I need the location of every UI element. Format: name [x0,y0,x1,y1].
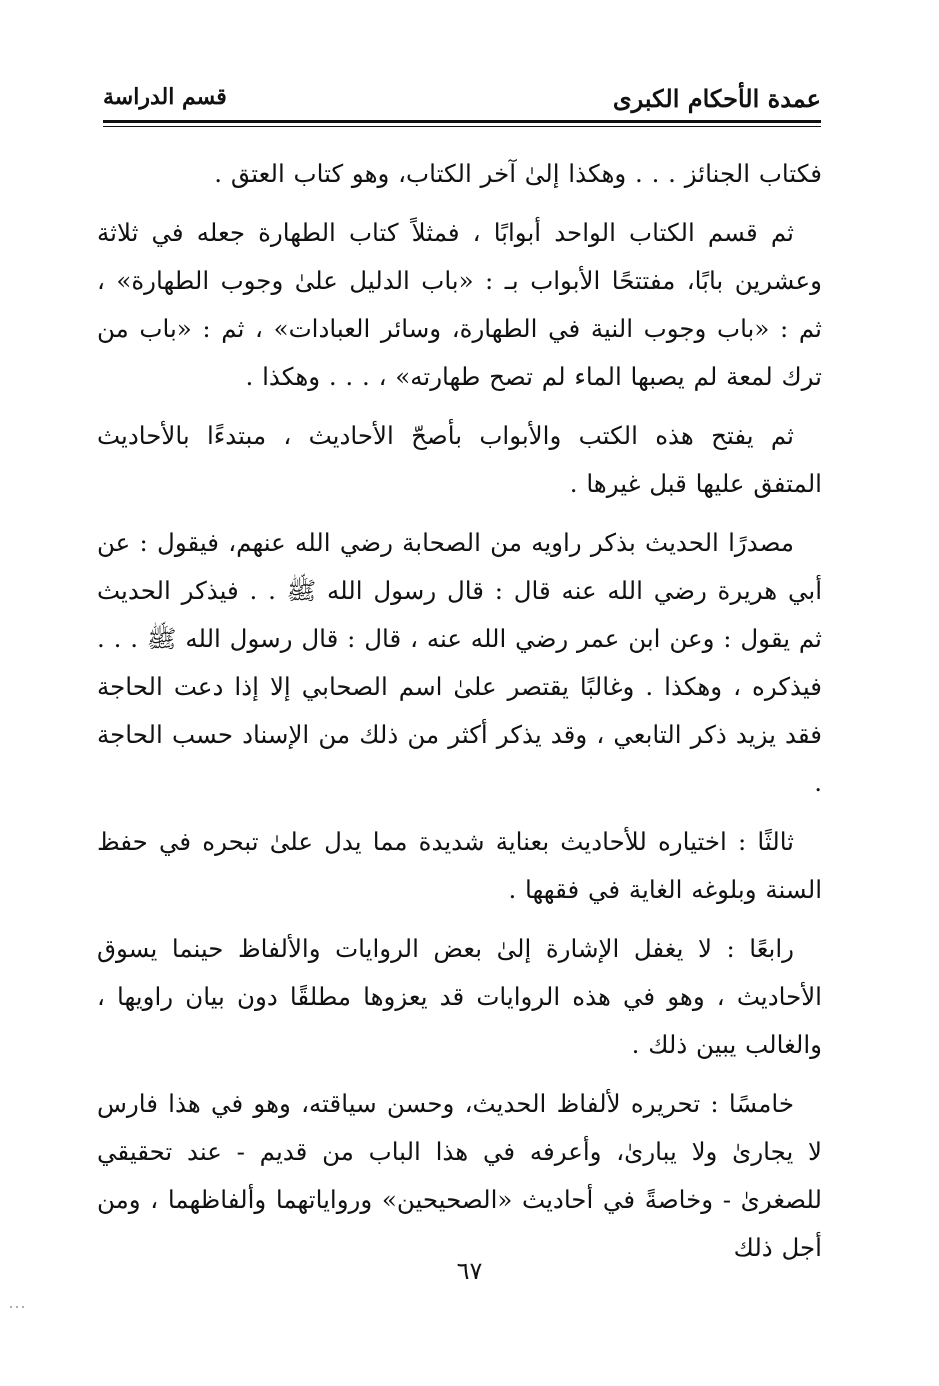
paragraph-fourth-point: رابعًا : لا يغفل الإشارة إلىٰ بعض الروايات والألفاظ حينما يسوق الأحاديث ، وهو في هذه الروايات قد يعزوها مطلقًا دون بيان راويها ، والغالب يبين ذلك . [97,934,822,1059]
paragraph-continuation: فكتاب الجنائز . . . وهكذا إلىٰ آخر الكتاب، وهو كتاب العتق . [214,159,822,188]
page-number: ٦٧ [456,1257,483,1285]
header-rule-thin [103,126,821,127]
section-title: قسم الدراسة [103,84,227,110]
running-header [103,80,821,116]
paragraph-chapters: ثم قسم الكتاب الواحد أبوابًا ، فمثلاً كتاب الطهارة جعله في ثلاثة وعشرين بابًا، مفتتحًا الأبواب بـ : «باب الدليل علىٰ وجوب الطهارة» ، ثم : «باب وجوب النية في الطهارة، وسائر العبادات» ، ثم : «باب من ترك لمعة لم يصبها الماء لم تصح طهارته» ، . . . وهكذا . [97,218,822,391]
header-rule [103,120,821,123]
book-title: عمدة الأحكام الكبرى [612,84,821,113]
scan-speck [10,1306,28,1308]
paragraph-third-point: ثالثًا : اختياره للأحاديث بعناية شديدة مما يدل علىٰ تبحره في حفظ السنة وبلوغه الغاية في فقهها . [97,827,822,904]
paragraph-opening-hadith: ثم يفتح هذه الكتب والأبواب بأصحّ الأحاديث ، مبتدءًا بالأحاديث المتفق عليها قبل غيرها . [97,421,822,498]
paragraph-narrator: مصدرًا الحديث بذكر راويه من الصحابة رضي الله عنهم، فيقول : عن أبي هريرة رضي الله عنه قال : قال رسول الله ﷺ . . فيذكر الحديث ثم يقول : وعن ابن عمر رضي الله عنه ، قال : قال رسول الله ﷺ . . . فيذكره ، وهكذا . وغالبًا يقتصر علىٰ اسم الصحابي إلا إذا دعت الحاجة فقد يزيد ذكر التابعي ، وقد يذكر أكثر من ذلك من الإسناد حسب الحاجة . [97,528,822,797]
page-body [97,150,822,1283]
paragraph-fifth-point: خامسًا : تحريره لألفاظ الحديث، وحسن سياقته، وهو في هذا فارس لا يجارىٰ ولا يبارىٰ، وأعرفه في هذا الباب من قديم - عند تحقيقي للصغرىٰ - وخاصةً في أحاديث «الصحيحين» ورواياتهما وألفاظهما ، ومن أجل ذلك [97,1089,823,1262]
